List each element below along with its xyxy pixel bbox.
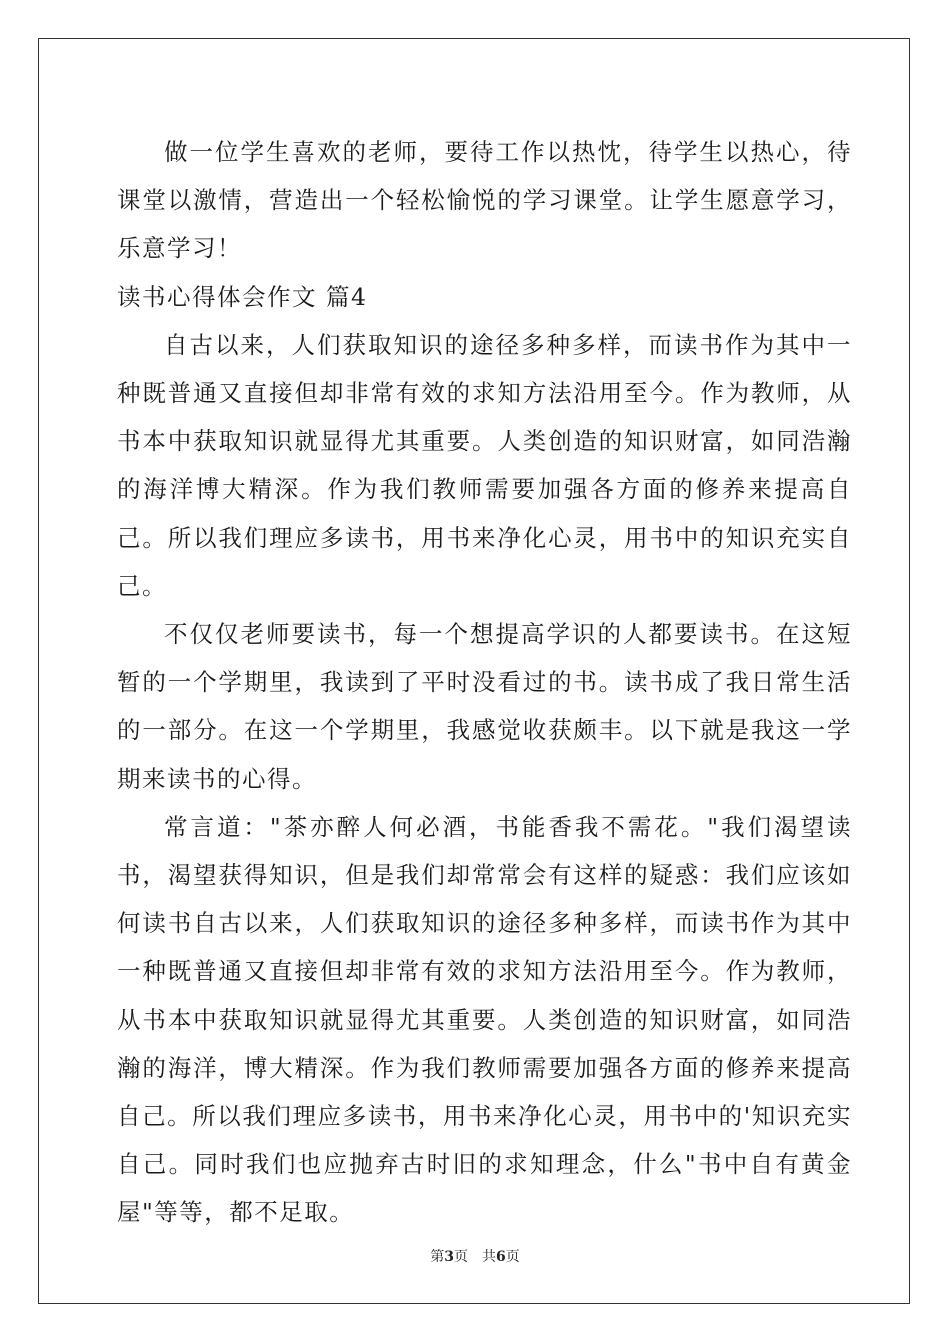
paragraph-4: 常言道："茶亦醉人何必酒，书能香我不需花。"我们渴望读书，渴望获得知识，但是我们却常常会有这样的疑惑：我们应该如何读书自古以来，人们获取知识的途径多种多样，而读书作为其中一种既普通又直接但却非常有效的求知方法沿用至今。作为教师，从书本中获取知识就显得尤其重要。人类创造的知识财富，如同浩瀚的海洋，博大精深。作为我们教师需要加强各方面的修养来提高自己。所以我们理应多读书，用书来净化心灵，用书中的'知识充实自己。同时我们也应抛弃古时旧的求知理念，什么"书中自有黄金屋"等等，都不足取。 <box>117 812 852 1227</box>
page-footer <box>0 1246 950 1266</box>
section-heading: 读书心得体会作文 篇4 <box>117 282 368 311</box>
total-prefix: 共 <box>482 1249 496 1265</box>
paragraph-3: 不仅仅老师要读书，每一个想提高学识的人都要读书。在这短暂的一个学期里，我读到了平时没看过的书。读书成了我日常生活的一部分。在这一个学期里，我感觉收获颇丰。以下就是我这一学期来读书的心得。 <box>117 620 852 793</box>
paragraph-2: 自古以来，人们获取知识的途径多种多样，而读书作为其中一种既普通又直接但却非常有效的求知方法沿用至今。作为教师，从书本中获取知识就显得尤其重要。人类创造的知识财富，如同浩瀚的海洋博大精深。作为我们教师需要加强各方面的修养来提高自己。所以我们理应多读书，用书来净化心灵，用书中的知识充实自己。 <box>117 330 852 600</box>
page-number: 3 <box>444 1249 454 1265</box>
document-body <box>117 128 852 1237</box>
paragraph-1: 做一位学生喜欢的老师，要待工作以热忱，待学生以热心，待课堂以激情，营造出一个轻松愉悦的学习课堂。让学生愿意学习，乐意学习！ <box>117 138 852 263</box>
total-pages: 6 <box>496 1249 506 1265</box>
total-suffix: 页 <box>505 1249 520 1265</box>
page-prefix: 第 <box>430 1249 445 1265</box>
page-suffix: 页 <box>454 1249 468 1265</box>
